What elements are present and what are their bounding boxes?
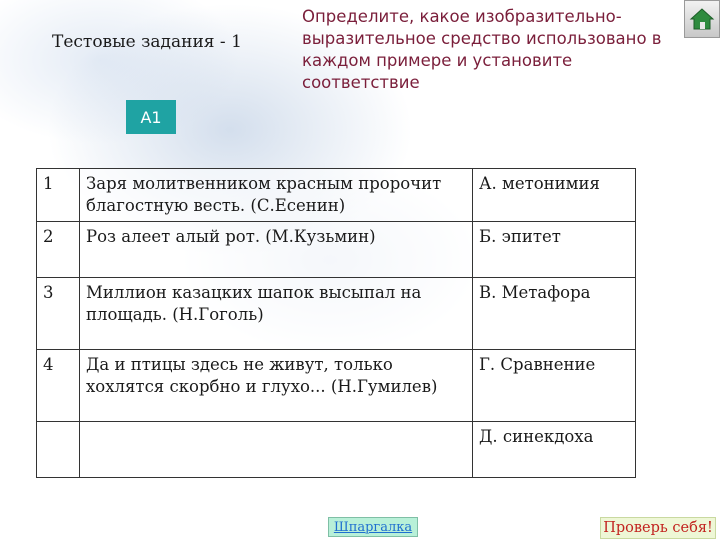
- answer-option[interactable]: Д. синекдоха: [473, 422, 636, 478]
- answer-option[interactable]: Г. Сравнение: [473, 350, 636, 422]
- house-icon: [689, 7, 715, 31]
- example-cell: Миллион казацких шапок высыпал на площадь. (Н.Гоголь): [80, 278, 473, 350]
- home-button[interactable]: [684, 0, 720, 38]
- page-title: Тестовые задания - 1: [52, 32, 242, 52]
- table-row: [37, 350, 636, 422]
- row-number: 1: [37, 169, 80, 222]
- table-row: [37, 222, 636, 278]
- row-number: 4: [37, 350, 80, 422]
- answer-option[interactable]: В. Метафора: [473, 278, 636, 350]
- check-button[interactable]: Проверь себя!: [600, 517, 716, 539]
- example-cell: Роз алеет алый рот. (М.Кузьмин): [80, 222, 473, 278]
- table-row: [37, 169, 636, 222]
- row-number: 2: [37, 222, 80, 278]
- answer-option[interactable]: Б. эпитет: [473, 222, 636, 278]
- task-instruction: Определите, какое изобразительно-выразительное средство использовано в каждом примере и установите соответствие: [302, 7, 662, 92]
- row-number: [37, 422, 80, 478]
- matching-table: [36, 168, 636, 478]
- example-cell: Заря молитвенником красным пророчит благостную весть. (С.Есенин): [80, 169, 473, 222]
- hint-button[interactable]: Шпаргалка: [328, 517, 418, 537]
- table-row: [37, 278, 636, 350]
- row-number: 3: [37, 278, 80, 350]
- example-cell: Да и птицы здесь не живут, только хохлятся скорбно и глухо... (Н.Гумилев): [80, 350, 473, 422]
- question-badge: А1: [126, 100, 176, 134]
- table-row: [37, 422, 636, 478]
- answer-option[interactable]: А. метонимия: [473, 169, 636, 222]
- example-cell: [80, 422, 473, 478]
